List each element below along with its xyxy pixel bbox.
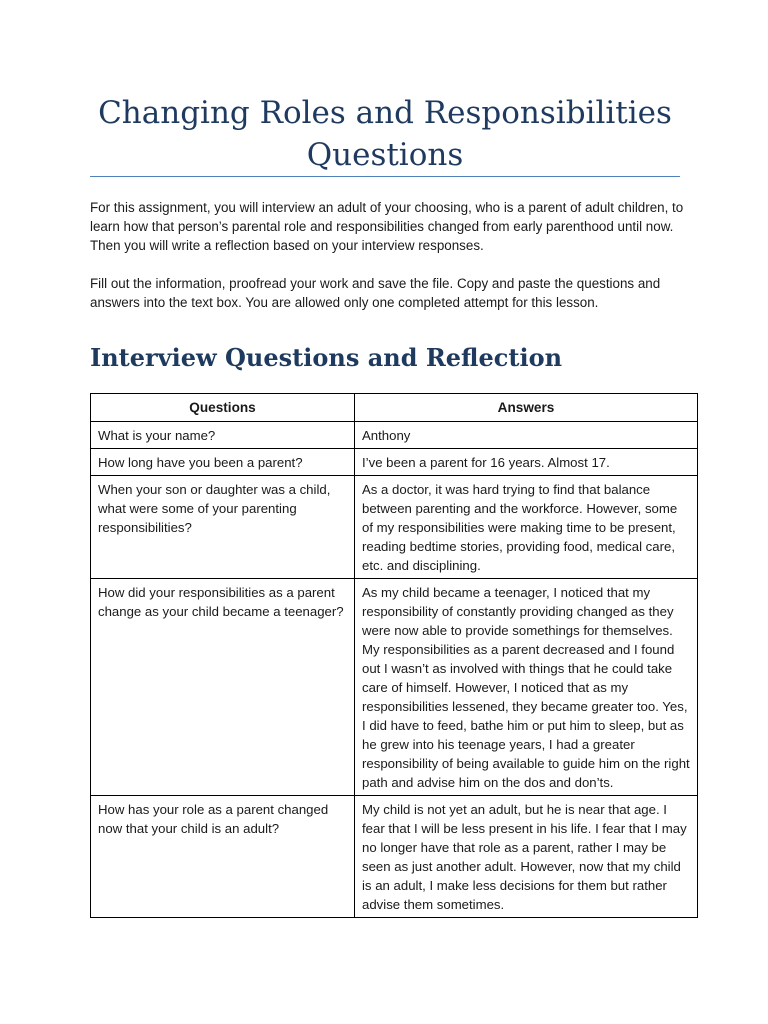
intro-paragraph: For this assignment, you will interview an adult of your choosing, who is a parent of adult children, to learn how that person’s parental role and responsibilities changed from early parenthood until now. Then you will write a reflection based on your interview responses.: [90, 200, 684, 253]
answer-cell: My child is not yet an adult, but he is near that age. I fear that I will be less present in his life. I fear that I may no longer have that role as a parent, rather I may be seen as just another adult. However, now that my child is an adult, I make less decisions for them but rather advise them sometimes.: [355, 796, 698, 918]
table-row: [91, 422, 698, 449]
document-title: [90, 92, 680, 176]
header-questions: Questions: [91, 394, 355, 422]
title-line-2: Questions: [306, 137, 464, 173]
answer-cell: As my child became a teenager, I noticed that my responsibility of constantly providing changed as they were now able to provide somethings for themselves. My responsibilities as a parent decreased and I found out I wasn’t as involved with things that he could take care of himself. However, I noticed that as my responsibilities lessened, they became greater too. Yes, I did have to feed, bathe him or put him to sleep, but as he grew into his teenage years, I had a greater responsibility of being available to guide him on the right path and advise him on the dos and don’ts.: [355, 579, 698, 796]
table-row: [91, 476, 698, 579]
table-header-row: [91, 394, 698, 422]
table-row: [91, 796, 698, 918]
section-heading: Interview Questions and Reflection: [90, 343, 563, 372]
interview-table: [90, 393, 698, 918]
question-cell: How long have you been a parent?: [91, 449, 355, 476]
answer-cell: Anthony: [355, 422, 698, 449]
answer-cell: I’ve been a parent for 16 years. Almost 17.: [355, 449, 698, 476]
question-cell: How has your role as a parent changed now that your child is an adult?: [91, 796, 355, 918]
question-cell: When your son or daughter was a child, what were some of your parenting responsibilities?: [91, 476, 355, 579]
title-underline-rule: [90, 176, 680, 177]
table-row: [91, 579, 698, 796]
question-cell: What is your name?: [91, 422, 355, 449]
header-answers: Answers: [355, 394, 698, 422]
answer-cell: As a doctor, it was hard trying to find that balance between parenting and the workforce. However, some of my responsibilities were making time to be present, reading bedtime stories, providing food, medical care, etc. and disciplining.: [355, 476, 698, 579]
question-cell: How did your responsibilities as a parent change as your child became a teenager?: [91, 579, 355, 796]
title-line-1: Changing Roles and Responsibilities: [98, 95, 672, 131]
table-row: [91, 449, 698, 476]
instructions-paragraph: Fill out the information, proofread your work and save the file. Copy and paste the questions and answers into the text box. You are allowed only one completed attempt for this lesson.: [90, 276, 661, 310]
